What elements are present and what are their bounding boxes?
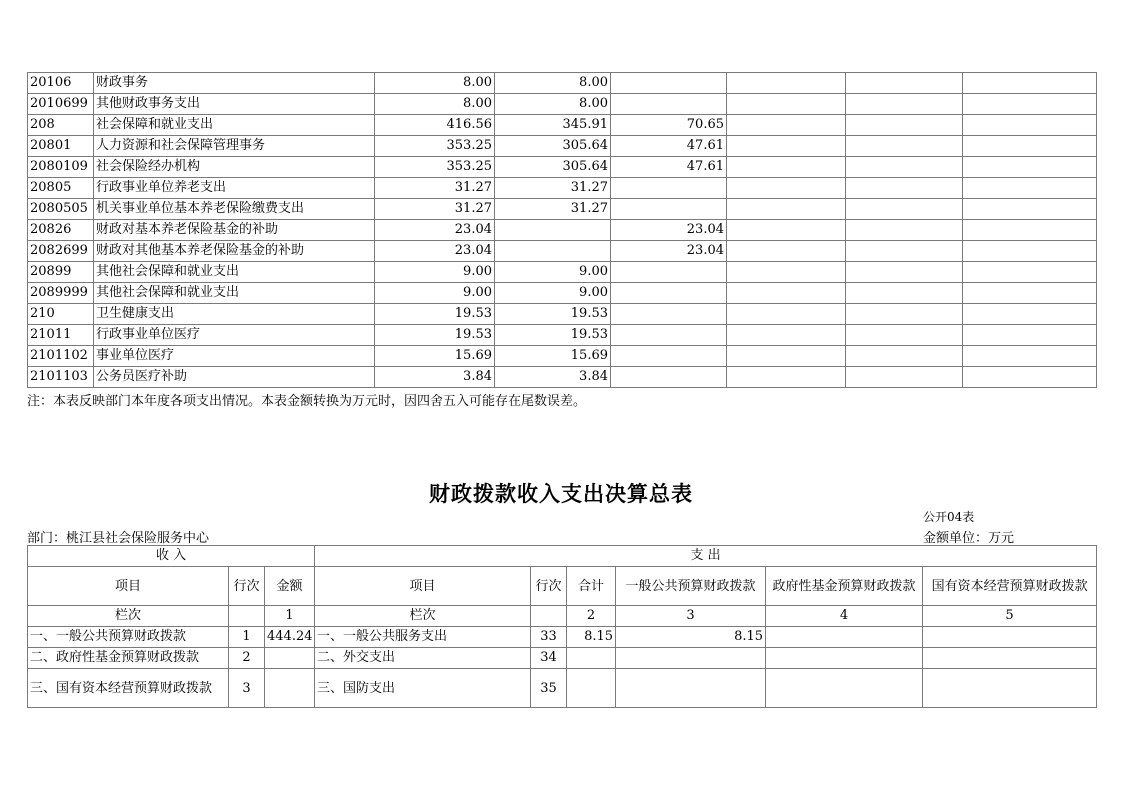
amount-col6 (963, 94, 1097, 115)
amount-basic: 8.00 (495, 73, 611, 94)
total-cell (567, 648, 616, 669)
amount-total: 23.04 (375, 241, 495, 262)
amount-basic: 3.84 (495, 367, 611, 388)
state-capital-cell (923, 648, 1097, 669)
account-name: 社会保障和就业支出 (94, 115, 375, 136)
table-row (28, 325, 1097, 346)
expense-item: 一、一般公共服务支出 (315, 627, 531, 648)
amount-col5 (846, 115, 963, 136)
table-row (28, 199, 1097, 220)
expense-line: 34 (531, 648, 567, 669)
income-lanci-label: 栏次 (28, 606, 229, 627)
income-line-header: 行次 (229, 567, 265, 606)
empty-cell (229, 606, 265, 627)
amount-col5 (846, 220, 963, 241)
empty-cell (531, 606, 567, 627)
amount-col6 (963, 346, 1097, 367)
amount-col4 (727, 262, 846, 283)
form-number: 公开04表 (923, 510, 975, 524)
income-item: 一、一般公共预算财政拨款 (28, 627, 229, 648)
amount-col4 (727, 241, 846, 262)
amount-col4 (727, 283, 846, 304)
gov-fund-header: 政府性基金预算财政拨款 (766, 567, 923, 606)
total-header: 合计 (567, 567, 616, 606)
amount-col6 (963, 262, 1097, 283)
gov-fund-cell (766, 627, 923, 648)
lanci-4: 4 (766, 606, 923, 627)
amount-col5 (846, 94, 963, 115)
amount-basic: 31.27 (495, 199, 611, 220)
gov-fund-cell (766, 648, 923, 669)
amount-basic: 305.64 (495, 157, 611, 178)
table-row (28, 73, 1097, 94)
account-name: 行政事业单位医疗 (94, 325, 375, 346)
amount-basic: 31.27 (495, 178, 611, 199)
amount-col6 (963, 220, 1097, 241)
account-name: 公务员医疗补助 (94, 367, 375, 388)
amount-project (611, 94, 727, 115)
amount-total: 416.56 (375, 115, 495, 136)
account-code: 2101102 (28, 346, 94, 367)
table-row (28, 648, 1097, 669)
amount-project (611, 367, 727, 388)
amount-basic: 9.00 (495, 283, 611, 304)
amount-basic (495, 220, 611, 241)
table-row (28, 669, 1097, 708)
amount-col4 (727, 136, 846, 157)
income-header: 收 入 (28, 546, 315, 567)
income-amount (265, 648, 315, 669)
total-cell (567, 669, 616, 708)
income-amount-header: 金额 (265, 567, 315, 606)
account-code: 2089999 (28, 283, 94, 304)
account-code: 2082699 (28, 241, 94, 262)
amount-col5 (846, 304, 963, 325)
amount-project: 47.61 (611, 136, 727, 157)
appropriation-summary-table (27, 545, 1097, 708)
account-code: 210 (28, 304, 94, 325)
lanci-1: 1 (265, 606, 315, 627)
amount-col6 (963, 241, 1097, 262)
amount-col4 (727, 346, 846, 367)
income-line: 1 (229, 627, 265, 648)
expense-item: 二、外交支出 (315, 648, 531, 669)
account-code: 20805 (28, 178, 94, 199)
income-line: 3 (229, 669, 265, 708)
state-capital-cell (923, 669, 1097, 708)
column-index-row (28, 606, 1097, 627)
amount-basic: 19.53 (495, 304, 611, 325)
expense-line: 35 (531, 669, 567, 708)
amount-col4 (727, 325, 846, 346)
amount-total: 19.53 (375, 325, 495, 346)
amount-col6 (963, 178, 1097, 199)
account-name: 人力资源和社会保障管理事务 (94, 136, 375, 157)
amount-col6 (963, 136, 1097, 157)
account-code: 20106 (28, 73, 94, 94)
income-item: 二、政府性基金预算财政拨款 (28, 648, 229, 669)
amount-basic: 305.64 (495, 136, 611, 157)
account-name: 卫生健康支出 (94, 304, 375, 325)
account-name: 机关事业单位基本养老保险缴费支出 (94, 199, 375, 220)
amount-basic: 345.91 (495, 115, 611, 136)
table-row (28, 157, 1097, 178)
account-code: 2101103 (28, 367, 94, 388)
amount-col6 (963, 304, 1097, 325)
amount-col4 (727, 178, 846, 199)
account-name: 事业单位医疗 (94, 346, 375, 367)
amount-col6 (963, 367, 1097, 388)
amount-col4 (727, 73, 846, 94)
amount-col5 (846, 346, 963, 367)
account-name: 其他社会保障和就业支出 (94, 262, 375, 283)
account-name: 财政对其他基本养老保险基金的补助 (94, 241, 375, 262)
income-amount: 444.24 (265, 627, 315, 648)
table-row (28, 94, 1097, 115)
amount-col6 (963, 283, 1097, 304)
amount-col6 (963, 115, 1097, 136)
section-header-row (28, 546, 1097, 567)
amount-project (611, 304, 727, 325)
table-row (28, 115, 1097, 136)
account-code: 208 (28, 115, 94, 136)
amount-col6 (963, 157, 1097, 178)
general-budget-header: 一般公共预算财政拨款 (616, 567, 766, 606)
table-row (28, 241, 1097, 262)
amount-col5 (846, 367, 963, 388)
account-code: 2080505 (28, 199, 94, 220)
amount-col4 (727, 220, 846, 241)
expense-header: 支 出 (315, 546, 1097, 567)
amount-project (611, 262, 727, 283)
amount-col6 (963, 325, 1097, 346)
amount-project (611, 73, 727, 94)
amount-col5 (846, 73, 963, 94)
table-row (28, 346, 1097, 367)
table-row (28, 283, 1097, 304)
amount-total: 9.00 (375, 283, 495, 304)
amount-total: 23.04 (375, 220, 495, 241)
expense-item: 三、国防支出 (315, 669, 531, 708)
table-row (28, 304, 1097, 325)
general-cell (616, 648, 766, 669)
amount-total: 353.25 (375, 157, 495, 178)
account-code: 21011 (28, 325, 94, 346)
amount-project: 23.04 (611, 220, 727, 241)
amount-project (611, 346, 727, 367)
lanci-2: 2 (567, 606, 616, 627)
account-name: 财政对基本养老保险基金的补助 (94, 220, 375, 241)
amount-total: 9.00 (375, 262, 495, 283)
amount-col4 (727, 304, 846, 325)
income-item-header: 项目 (28, 567, 229, 606)
amount-col4 (727, 115, 846, 136)
amount-total: 31.27 (375, 199, 495, 220)
amount-project (611, 199, 727, 220)
amount-basic: 8.00 (495, 94, 611, 115)
amount-col5 (846, 178, 963, 199)
account-code: 20826 (28, 220, 94, 241)
lanci-5: 5 (923, 606, 1097, 627)
amount-basic: 9.00 (495, 262, 611, 283)
amount-total: 15.69 (375, 346, 495, 367)
amount-col5 (846, 136, 963, 157)
table-row (28, 262, 1097, 283)
amount-total: 353.25 (375, 136, 495, 157)
account-code: 20899 (28, 262, 94, 283)
general-cell (616, 669, 766, 708)
amount-col5 (846, 199, 963, 220)
lanci-3: 3 (616, 606, 766, 627)
general-cell: 8.15 (616, 627, 766, 648)
amount-col4 (727, 157, 846, 178)
expense-item-header: 项目 (315, 567, 531, 606)
amount-col5 (846, 157, 963, 178)
amount-col5 (846, 283, 963, 304)
income-amount (265, 669, 315, 708)
amount-basic (495, 241, 611, 262)
amount-project (611, 325, 727, 346)
amount-basic: 19.53 (495, 325, 611, 346)
amount-total: 31.27 (375, 178, 495, 199)
amount-total: 3.84 (375, 367, 495, 388)
account-name: 其他社会保障和就业支出 (94, 283, 375, 304)
amount-col4 (727, 94, 846, 115)
amount-col4 (727, 199, 846, 220)
amount-col6 (963, 199, 1097, 220)
amount-project: 23.04 (611, 241, 727, 262)
amount-col6 (963, 73, 1097, 94)
expense-line: 33 (531, 627, 567, 648)
account-name: 财政事务 (94, 73, 375, 94)
state-capital-cell (923, 627, 1097, 648)
amount-project (611, 178, 727, 199)
unit-label: 金额单位：万元 (923, 531, 1015, 546)
table-row (28, 367, 1097, 388)
amount-project (611, 283, 727, 304)
table-row (28, 136, 1097, 157)
expense-line-header: 行次 (531, 567, 567, 606)
table-row (28, 220, 1097, 241)
income-item: 三、国有资本经营预算财政拨款 (28, 669, 229, 708)
amount-total: 8.00 (375, 94, 495, 115)
account-name: 行政事业单位养老支出 (94, 178, 375, 199)
amount-total: 8.00 (375, 73, 495, 94)
amount-col5 (846, 262, 963, 283)
expenditure-detail-table (27, 72, 1097, 388)
income-line: 2 (229, 648, 265, 669)
table-row (28, 178, 1097, 199)
expense-lanci-label: 栏次 (315, 606, 531, 627)
page-title: 财政拨款收入支出决算总表 (429, 481, 693, 506)
amount-project: 70.65 (611, 115, 727, 136)
account-name: 社会保险经办机构 (94, 157, 375, 178)
department-label: 部门：桃江县社会保险服务中心 (27, 531, 210, 546)
amount-col5 (846, 325, 963, 346)
amount-col5 (846, 241, 963, 262)
account-code: 2010699 (28, 94, 94, 115)
account-code: 20801 (28, 136, 94, 157)
amount-total: 19.53 (375, 304, 495, 325)
table-row (28, 627, 1097, 648)
amount-project: 47.61 (611, 157, 727, 178)
table-note: 注：本表反映部门本年度各项支出情况。本表金额转换为万元时，因四舍五入可能存在尾数误差。 (27, 394, 587, 409)
column-header-row (28, 567, 1097, 606)
state-capital-header: 国有资本经营预算财政拨款 (923, 567, 1097, 606)
amount-basic: 15.69 (495, 346, 611, 367)
expenditure-detail-body (28, 73, 1097, 388)
account-code: 2080109 (28, 157, 94, 178)
amount-col4 (727, 367, 846, 388)
gov-fund-cell (766, 669, 923, 708)
account-name: 其他财政事务支出 (94, 94, 375, 115)
total-cell: 8.15 (567, 627, 616, 648)
